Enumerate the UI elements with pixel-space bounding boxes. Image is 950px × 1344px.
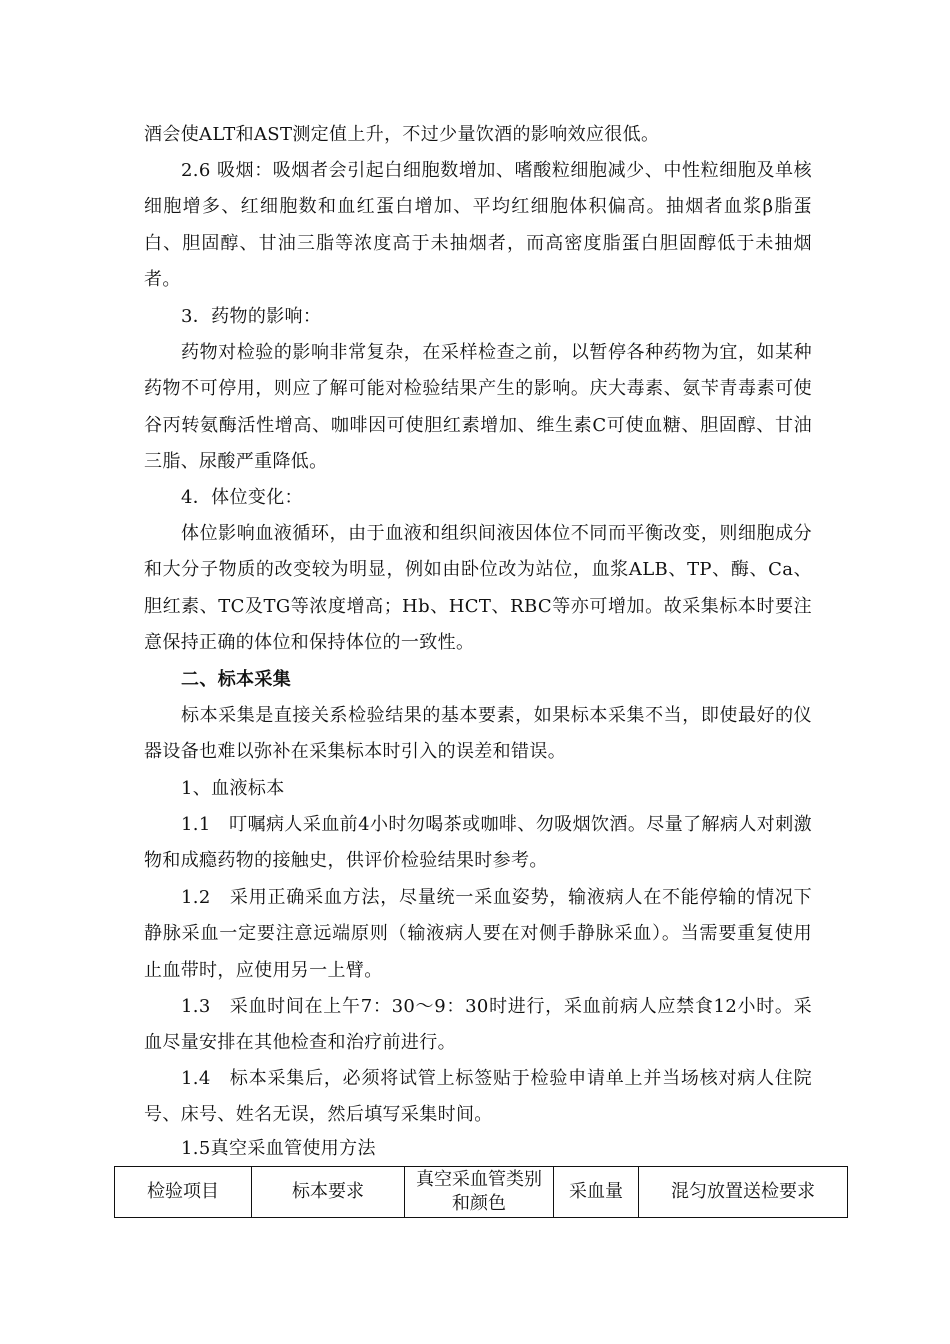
header-blood-volume: 采血量	[554, 1167, 639, 1218]
paragraph-alcohol-tail: 酒会使ALT和AST测定值上升，不过少量饮酒的影响效应很低。	[144, 124, 660, 145]
section-heading-specimen-collection: 二、标本采集	[181, 669, 292, 690]
vacuum-tube-table	[114, 1166, 848, 1218]
paragraph-1-2: 1.2 采用正确采血方法，尽量统一采血姿势，输液病人在不能停输的情况下静脉采血一定要注意远端原则（输液病人要在对侧手静脉采血）。当需要重复使用止血带时，应使用另一上臂。	[144, 887, 812, 981]
header-specimen-requirement: 标本要求	[252, 1167, 405, 1218]
heading-posture-change: 4．体位变化：	[181, 487, 303, 508]
paragraph-smoking: 2.6 吸烟：吸烟者会引起白细胞数增加、嗜酸粒细胞减少、中性粒细胞及单核细胞增多、红细胞数和血红蛋白增加、平均红细胞体积偏高。抽烟者血浆β脂蛋白、胆固醇、甘油三脂等浓度高于未抽烟者，而高密度脂蛋白胆固醇低于未抽烟者。	[144, 160, 812, 290]
paragraph-1-5: 1.5真空采血管使用方法	[181, 1138, 376, 1159]
paragraph-drug-effects: 药物对检验的影响非常复杂，在采样检查之前，以暂停各种药物为宜，如某种药物不可停用，则应了解可能对检验结果产生的影响。庆大毒素、氨苄青毒素可使谷丙转氨酶活性增高、咖啡因可使胆红素增加、维生素C可使血糖、胆固醇、甘油三脂、尿酸严重降低。	[144, 342, 812, 472]
table-header-row	[115, 1167, 848, 1218]
header-test-item: 检验项目	[115, 1167, 252, 1218]
paragraph-1-3: 1.3 采血时间在上午7：30～9：30时进行，采血前病人应禁食12小时。采血尽量安排在其他检查和治疗前进行。	[144, 996, 812, 1054]
header-mixing-requirements: 混匀放置送检要求	[639, 1167, 848, 1218]
heading-drug-effects: 3．药物的影响：	[181, 306, 322, 327]
paragraph-1-1: 1.1 叮嘱病人采血前4小时勿喝茶或咖啡、勿吸烟饮酒。尽量了解病人对刺激物和成瘾药物的接触史，供评价检验结果时参考。	[144, 814, 812, 872]
paragraph-specimen-intro: 标本采集是直接关系检验结果的基本要素，如果标本采集不当，即使最好的仪器设备也难以弥补在采集标本时引入的误差和错误。	[144, 705, 812, 763]
paragraph-1-4: 1.4 标本采集后，必须将试管上标签贴于检验申请单上并当场核对病人住院号、床号、姓名无误，然后填写采集时间。	[144, 1068, 812, 1126]
header-tube-type-color: 真空采血管类别和颜色	[405, 1167, 554, 1218]
heading-blood-specimen: 1、血液标本	[181, 778, 285, 799]
paragraph-posture-change: 体位影响血液循环，由于血液和组织间液因体位不同而平衡改变，则细胞成分和大分子物质的改变较为明显，例如由卧位改为站位，血浆ALB、TP、酶、Ca、胆红素、TC及TG等浓度增高；Hb、HCT、RBC等亦可增加。故采集标本时要注意保持正确的体位和保持体位的一致性。	[144, 523, 812, 653]
